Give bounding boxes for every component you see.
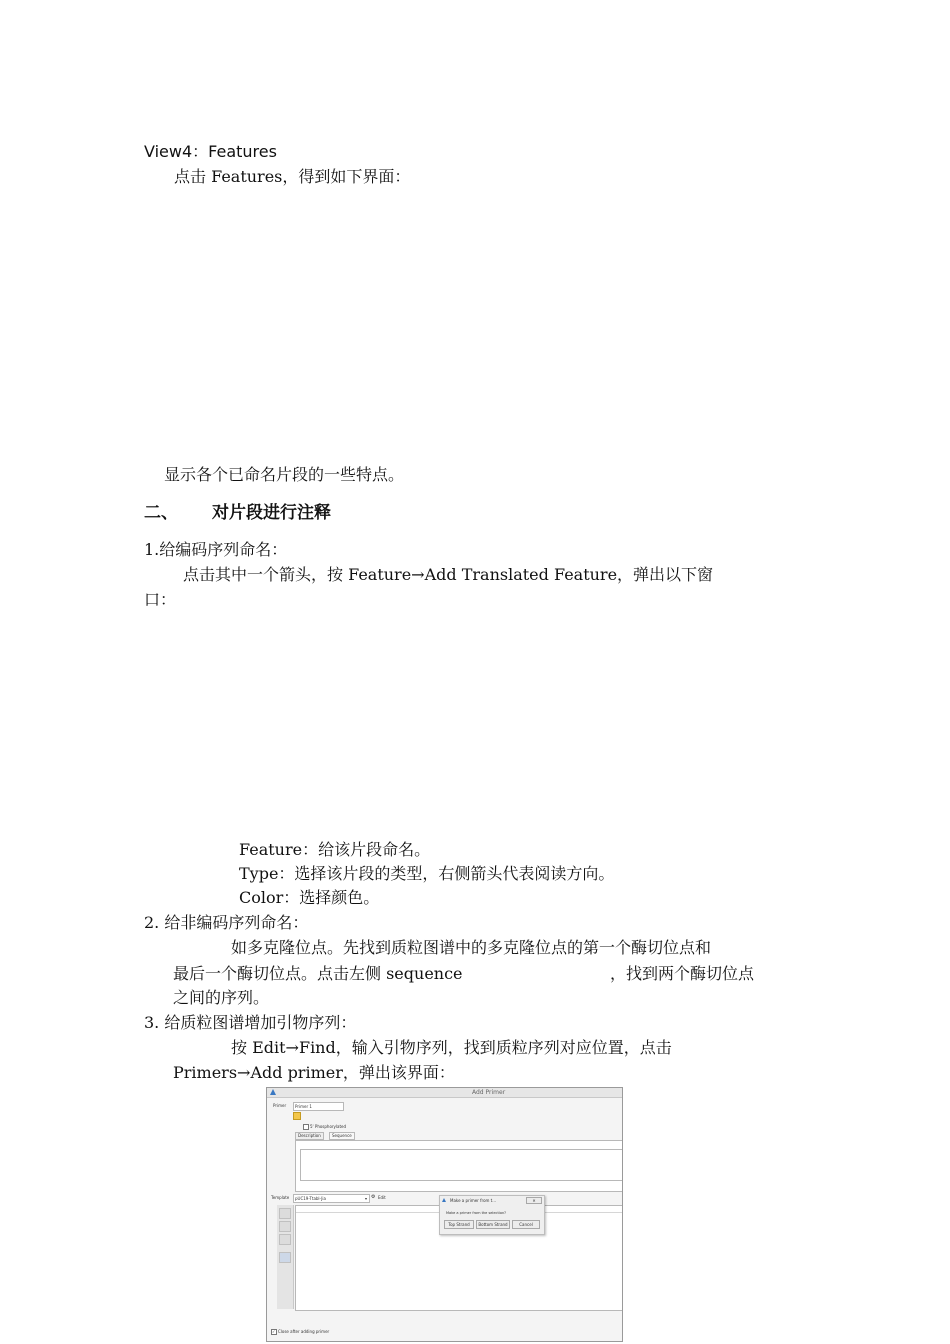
template-value: pUC19-Ttabl-Jia [295, 1196, 326, 1201]
add-primer-dialog [266, 1087, 623, 1342]
bottom-strand-button[interactable]: Bottom Strand [476, 1220, 510, 1229]
item3-body-line2: Primers→Add primer，弹出该界面： [173, 1063, 455, 1082]
edit-label[interactable]: Edit [378, 1195, 386, 1200]
tab-sequence[interactable]: Sequence [329, 1132, 355, 1140]
close-after-checkbox[interactable]: ✓ [272, 1329, 276, 1334]
gear-icon[interactable]: ⚙ [371, 1194, 376, 1200]
section-two-number: 二、 [144, 503, 178, 523]
description-panel [295, 1140, 623, 1192]
dialog-titlebar [267, 1088, 622, 1098]
view4-heading: View4：Features [144, 142, 277, 161]
item1-body-line1: 点击其中一个箭头，按 Feature→Add Translated Feature，弹出以下窗 [183, 565, 714, 584]
close-after-label: Close after adding primer [278, 1329, 330, 1334]
item3-title: 3. 给质粒图谱增加引物序列： [144, 1013, 357, 1032]
dialog-title: Add Primer [472, 1089, 506, 1096]
feature-desc: Feature：给该片段命名。 [239, 840, 431, 859]
select-icon[interactable] [279, 1221, 291, 1232]
click-features-line: 点击 Features，得到如下界面： [174, 167, 411, 186]
template-select[interactable] [293, 1194, 370, 1203]
side-toolbar [277, 1205, 294, 1309]
item1-title: 1.给编码序列命名： [144, 540, 288, 559]
item2-title: 2. 给非编码序列命名： [144, 913, 309, 932]
color-desc: Color：选择颜色。 [239, 888, 380, 907]
primer-name-input[interactable]: Primer 1 [293, 1102, 344, 1111]
section-two-title: 对片段进行注释 [212, 503, 331, 523]
zoom-icon[interactable] [279, 1208, 291, 1219]
phosphorylated-label: 5' Phosphorylated [310, 1124, 347, 1129]
item2-body-line2b: ，找到两个酶切位点 [610, 964, 755, 983]
item2-body-line1: 如多克隆位点。先找到质粒图谱中的多克隆位点的第一个酶切位点和 [231, 938, 712, 957]
primer-label: Primer [273, 1103, 287, 1108]
top-strand-button[interactable]: Top Strand [444, 1220, 474, 1229]
popup-question: Make a primer from the selection? [446, 1211, 507, 1215]
make-primer-popup [439, 1195, 545, 1235]
close-icon[interactable]: ✕ [526, 1197, 542, 1204]
popup-app-icon [442, 1198, 446, 1202]
item2-body-line2a: 最后一个酶切位点。点击左侧 sequence [173, 964, 463, 983]
phosphorylated-checkbox[interactable] [303, 1124, 309, 1130]
show-features-line: 显示各个已命名片段的一些特点。 [164, 465, 405, 484]
item2-body-line3: 之间的序列。 [173, 988, 270, 1007]
item1-body-line2: 口： [144, 590, 177, 609]
app-icon [270, 1089, 276, 1095]
template-label: Template [271, 1195, 290, 1200]
chevron-down-icon: ▾ [364, 1196, 367, 1201]
map-icon[interactable] [279, 1252, 291, 1263]
popup-title: Make a primer from t... [450, 1198, 497, 1203]
item3-body-line1: 按 Edit→Find，输入引物序列，找到质粒序列对应位置，点击 [231, 1038, 672, 1057]
type-desc: Type：选择该片段的类型，右侧箭头代表阅读方向。 [239, 864, 615, 883]
tab-description[interactable]: Description [295, 1132, 324, 1140]
primer-color-swatch[interactable] [293, 1112, 301, 1120]
move-icon[interactable] [279, 1234, 291, 1245]
description-textarea[interactable] [300, 1149, 623, 1181]
cancel-button[interactable]: Cancel [512, 1220, 540, 1229]
